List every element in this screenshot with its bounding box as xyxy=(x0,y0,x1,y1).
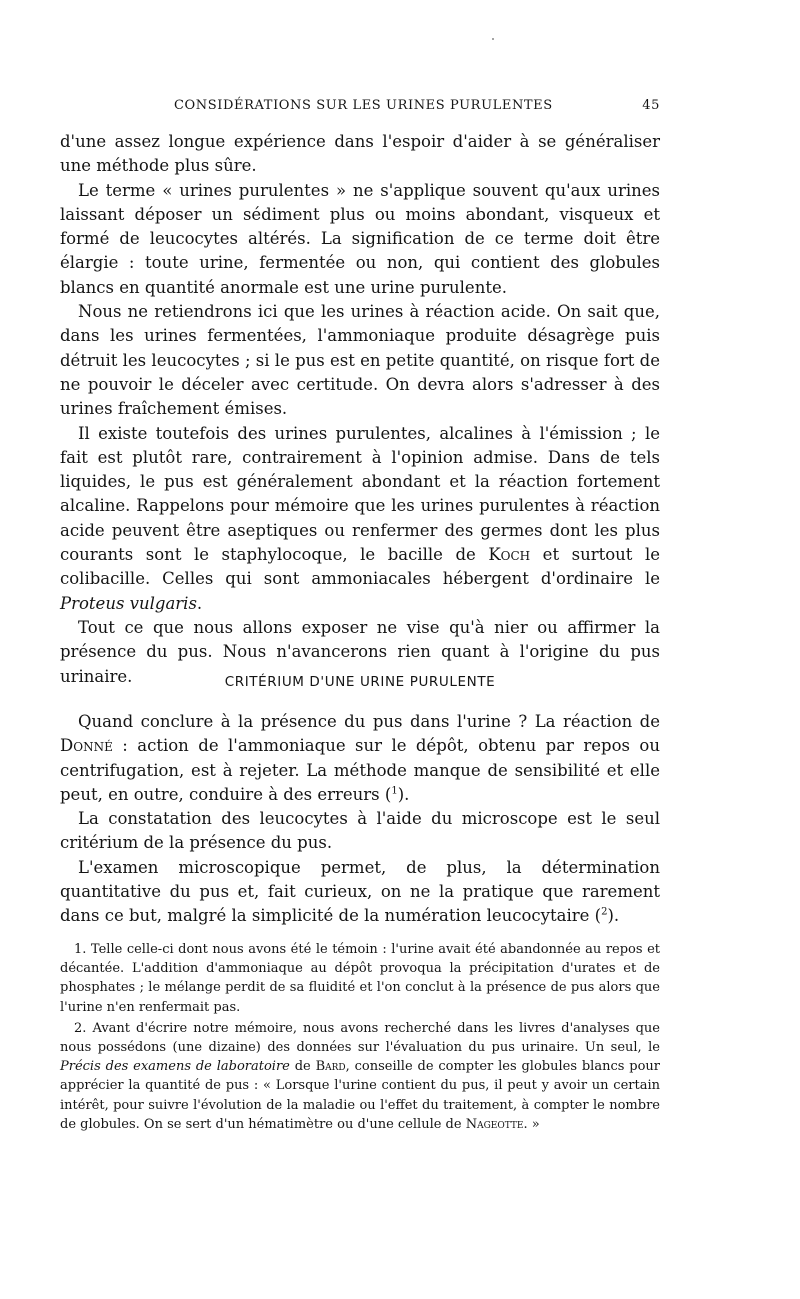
paragraph-4-text-b: et surtout le colibacille. Celles qui sont ammoniacales hébergent d'ordinaire le xyxy=(60,545,660,589)
running-title: CONSIDÉRATIONS SUR LES URINES PURULENTES xyxy=(174,98,553,113)
koch-name: Koch xyxy=(488,545,531,565)
section-p1-text-c: ). xyxy=(397,784,410,804)
section-paragraph-3 xyxy=(60,856,660,929)
footnotes xyxy=(60,940,660,1136)
footnote-ref-2: 2 xyxy=(601,906,608,918)
section-heading: CRITÉRIUM D'UNE URINE PURULENTE xyxy=(224,674,496,690)
paragraph-3: Nous ne retiendrons ici que les urines à réaction acide. On sait que, dans les urines fermentées, l'ammoniaque produite désagrège puis détruit les leucocytes ; si le pus est en petite quantité, on risque fort de ne pouvoir le déceler avec certitude. On devra alors s'adresser à des urines fraîchement émises. xyxy=(60,302,660,419)
section-p3-text-c: ). xyxy=(607,906,620,926)
paper-speck xyxy=(492,38,494,40)
section-p3-text-a: L'examen microscopique permet, de plus, la détermination quantitative du pus et, fait curieux, on ne la pratique que rarement dans ce but, malgré la simplicité de la numération leucocytaire ( xyxy=(60,857,660,926)
section-p1-text-b: : action de l'ammoniaque sur le dépôt, obtenu par repos ou centrifugation, est à rejeter. La méthode manque de sensibilité et elle peut, en outre, conduire à des erreurs ( xyxy=(60,736,660,804)
section-paragraph-1 xyxy=(60,710,660,807)
section-paragraph-2: La constatation des leucocytes à l'aide du microscope est le seul critérium de la présence du pus. xyxy=(60,809,660,853)
donne-name: Donné xyxy=(60,736,113,756)
paragraph-5: Tout ce que nous allons exposer ne vise qu'à nier ou affirmer la présence du pus. Nous n'avancerons rien quant à l'origine du pus urinaire. xyxy=(60,617,660,686)
footnote-2 xyxy=(60,1019,660,1134)
footnote-2-text-c: , conseille de compter les globules blancs pour apprécier la quantité de pus : « Lorsque l'urine contient du pus, il peut y avoir un certain intérêt, pour suivre l'évolution de la maladie ou l'effet du traitement, à compter le nombre de globules. On se sert d'un hématimètre ou d'une cellule de xyxy=(60,1059,660,1132)
footnote-2-text-b: de xyxy=(289,1059,316,1075)
main-text xyxy=(60,130,660,689)
precis-title: Précis des examens de laboratoire xyxy=(60,1059,290,1075)
bard-name: Bard xyxy=(315,1059,346,1075)
paragraph-4-text-c: . xyxy=(196,593,203,613)
section-p1-text-a: Quand conclure à la présence du pus dans l'urine ? La réaction de xyxy=(78,712,660,731)
footnote-1: 1. Telle celle-ci dont nous avons été le témoin : l'urine avait été abandonnée au repos et décantée. L'addition d'ammoniaque au dépôt provoqua la précipitation d'urates et de phosphates ; le mélange perdit de sa fluidité et l'on conclut à la présence de pus alors que l'urine n'en renfermait pas. xyxy=(60,942,660,1015)
running-header xyxy=(60,98,660,120)
proteus-vulgaris: Proteus vulgaris xyxy=(60,593,197,613)
footnote-2-text-d: . » xyxy=(523,1116,540,1132)
footnote-ref-1: 1 xyxy=(391,785,398,797)
nageotte-name: Nageotte xyxy=(465,1116,524,1132)
section-text xyxy=(60,710,660,929)
paragraph-4 xyxy=(60,422,660,616)
footnote-2-text-a: 2. Avant d'écrire notre mémoire, nous avons recherché dans les livres d'analyses que nous possédons (une dizaine) des données sur l'évaluation du pus urinaire. Un seul, le xyxy=(60,1020,660,1056)
page-number: 45 xyxy=(642,98,660,113)
paragraph-4-text-a: Il existe toutefois des urines purulentes, alcalines à l'émission ; le fait est plutôt rare, contrairement à l'opinion admise. Dans de tels liquides, le pus est généralement abondant et la réaction fortement alcaline. Rappelons pour mémoire que les urines purulentes à réaction acide peuvent être aseptiques ou renfermer des germes dont les plus courants sont le staphylocoque, le bacille de xyxy=(60,423,660,565)
paragraph-1: d'une assez longue expérience dans l'espoir d'aider à se généraliser une méthode plus sûre. xyxy=(60,132,660,176)
paragraph-2: Le terme « urines purulentes » ne s'applique souvent qu'aux urines laissant déposer un sédiment plus ou moins abondant, visqueux et formé de leucocytes altérés. La signification de ce terme doit être élargie : toute urine, fermentée ou non, qui contient des globules blancs en quantité anormale est une urine purulente. xyxy=(60,180,660,297)
